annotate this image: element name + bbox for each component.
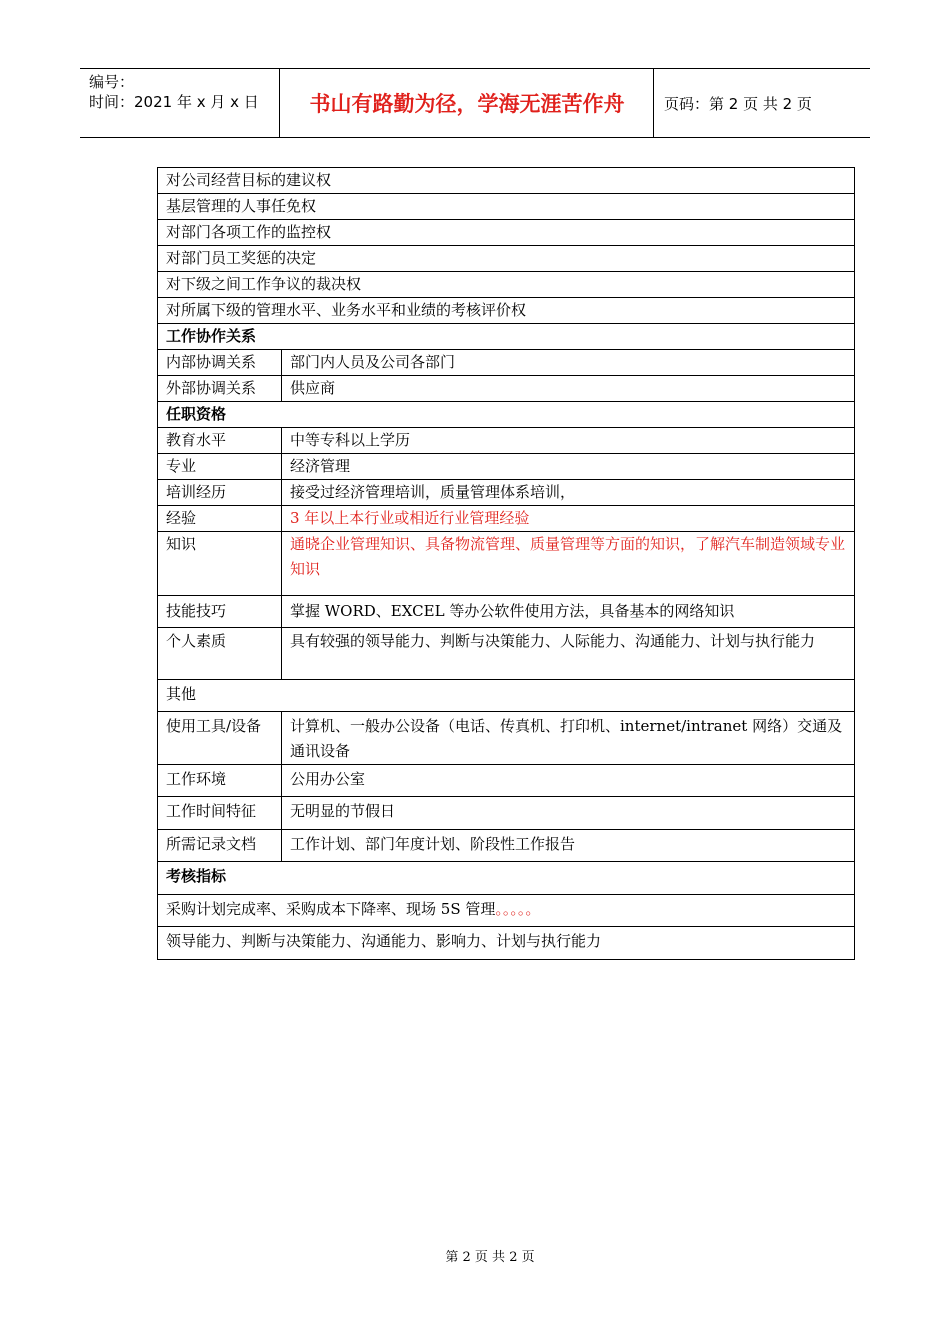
field-label: 使用工具/设备	[158, 712, 282, 765]
field-label: 教育水平	[158, 428, 282, 454]
page-footer: 第 2 页 共 2 页	[445, 1250, 535, 1265]
field-label: 个人素质	[158, 628, 282, 680]
right-row: 对部门各项工作的监控权	[158, 220, 855, 246]
right-row: 基层管理的人事任免权	[158, 194, 855, 220]
field-value: 部门内人员及公司各部门	[282, 350, 855, 376]
field-value: 工作计划、部门年度计划、阶段性工作报告	[282, 830, 855, 862]
field-value-highlighted: 3 年以上本行业或相近行业管理经验	[282, 506, 855, 532]
field-label: 知识	[158, 532, 282, 596]
field-value: 中等专科以上学历	[282, 428, 855, 454]
field-label: 专业	[158, 454, 282, 480]
assessment-text: 采购计划完成率、采购成本下降率、现场 5S 管理	[166, 900, 496, 918]
header-page-info: 页码：第 2 页 共 2 页	[664, 94, 812, 113]
document-date: 时间：2021 年 x 月 x 日	[89, 93, 259, 111]
right-row: 对公司经营目标的建议权	[158, 168, 855, 194]
field-label: 工作时间特征	[158, 797, 282, 830]
field-value: 掌握 WORD、EXCEL 等办公软件使用方法，具备基本的网络知识	[282, 596, 855, 628]
field-label: 所需记录文档	[158, 830, 282, 862]
field-value-highlighted: 通晓企业管理知识、具备物流管理、质量管理等方面的知识，了解汽车制造领域专业知识	[282, 532, 855, 596]
field-label: 培训经历	[158, 480, 282, 506]
field-label: 技能技巧	[158, 596, 282, 628]
field-value: 接受过经济管理培训，质量管理体系培训，	[282, 480, 855, 506]
field-value: 公用办公室	[282, 765, 855, 797]
job-description-table	[157, 167, 855, 960]
page-header	[80, 68, 870, 138]
section-title-qualifications: 任职资格	[158, 402, 855, 428]
header-motto-cell	[281, 69, 654, 137]
right-row: 对部门员工奖惩的决定	[158, 246, 855, 272]
assessment-row	[158, 895, 855, 927]
assessment-ellipsis: 。。。。。	[495, 900, 541, 918]
field-value: 经济管理	[282, 454, 855, 480]
field-value: 计算机、一般办公设备（电话、传真机、打印机、internet/intranet 网络）交通及通讯设备	[282, 712, 855, 765]
field-value: 供应商	[282, 376, 855, 402]
header-motto: 书山有路勤为径，学海无涯苦作舟	[309, 92, 625, 116]
field-label: 外部协调关系	[158, 376, 282, 402]
field-label: 内部协调关系	[158, 350, 282, 376]
section-title-relations: 工作协作关系	[158, 324, 855, 350]
section-title-assessment: 考核指标	[158, 862, 855, 895]
section-title-other: 其他	[158, 680, 855, 712]
document-number-label: 编号：	[89, 73, 135, 91]
right-row: 对所属下级的管理水平、业务水平和业绩的考核评价权	[158, 298, 855, 324]
header-meta	[80, 69, 280, 137]
field-label: 工作环境	[158, 765, 282, 797]
assessment-row: 领导能力、判断与决策能力、沟通能力、影响力、计划与执行能力	[158, 927, 855, 960]
field-value: 无明显的节假日	[282, 797, 855, 830]
right-row: 对下级之间工作争议的裁决权	[158, 272, 855, 298]
field-value: 具有较强的领导能力、判断与决策能力、人际能力、沟通能力、计划与执行能力	[282, 628, 855, 680]
field-label: 经验	[158, 506, 282, 532]
